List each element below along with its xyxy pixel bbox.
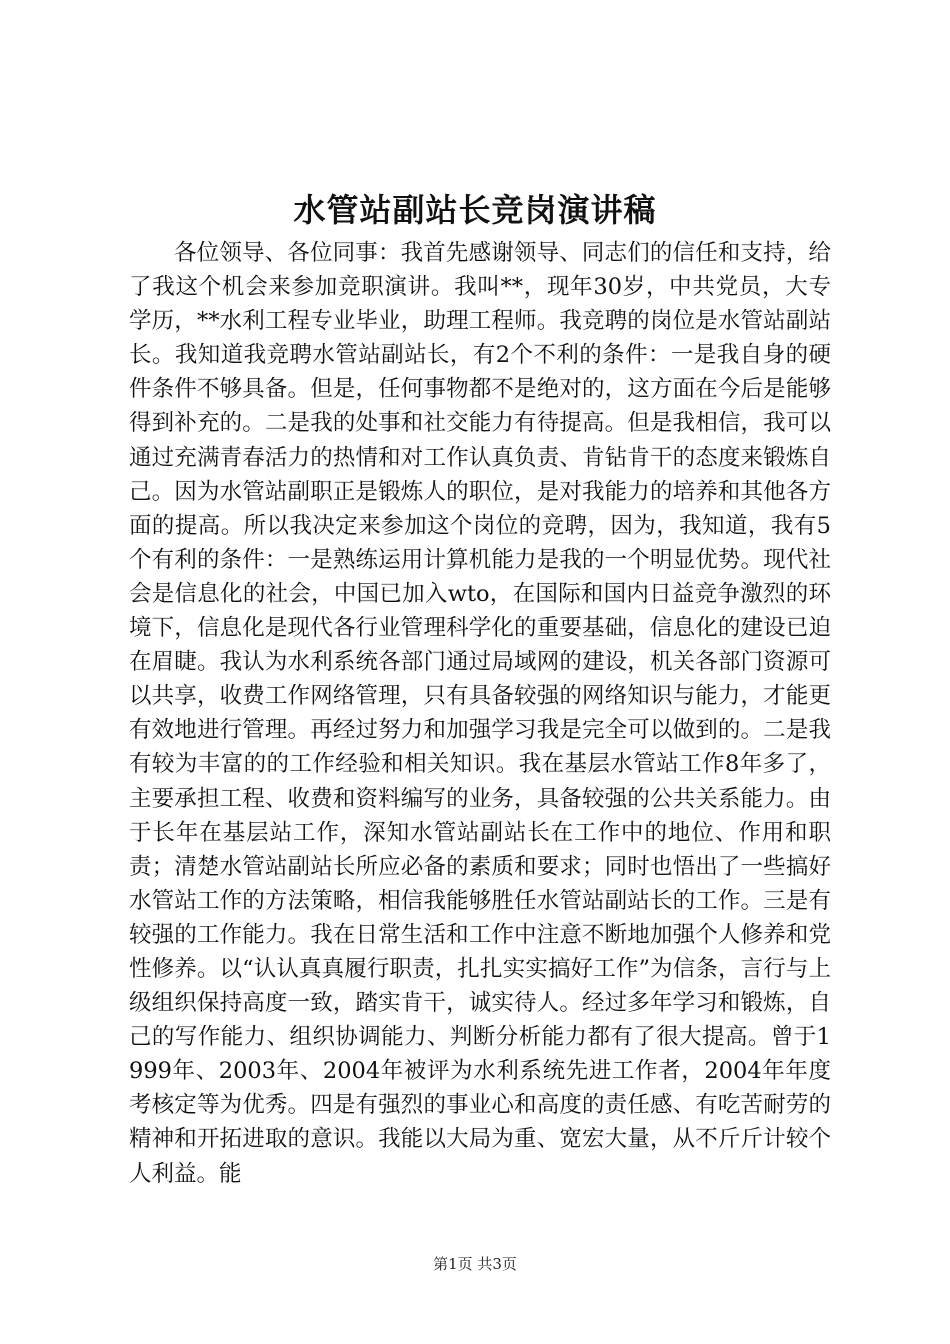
document-title: 水管站副站长竞岗演讲稿 [293,191,657,229]
page-number-footer: 第1页 共3页 [433,1255,517,1273]
document-body-paragraph: 各位领导、各位同事：我首先感谢领导、同志们的信任和支持，给了我这个机会来参加竞职演讲。我叫**，现年30岁，中共党员，大专学历，**水利工程专业毕业，助理工程师。我竞聘的岗位是水管站副站长。我知道我竞聘水管站副站长，有2个不利的条件：一是我自身的硬件条件不够具备。但是，任何事物都不是绝对的，这方面在今后是能够得到补充的。二是我的处事和社交能力有待提高。但是我相信，我可以通过充满青春活力的热情和对工作认真负责、肯钻肯干的态度来锻炼自己。因为水管站副职正是锻炼人的职位，是对我能力的培养和其他各方面的提高。所以我决定来参加这个岗位的竞聘，因为，我知道，我有5个有利的条件：一是熟练运用计算机能力是我的一个明显优势。现代社会是信息化的社会，中国已加入wto，在国际和国内日益竞争激烈的环境下，信息化是现代各行业管理科学化的重要基础，信息化的建设已迫在眉睫。我认为水利系统各部门通过局域网的建设，机关各部门资源可以共享，收费工作网络管理，只有具备较强的网络知识与能力，才能更有效地进行管理。再经过努力和加强学习我是完全可以做到的。二是我有较为丰富的的工作经验和相关知识。我在基层水管站工作8年多了，主要承担工程、收费和资料编写的业务，具备较强的公共关系能力。由于长年在基层站工作，深知水管站副站长在工作中的地位、作用和职责；清楚水管站副站长所应必备的素质和要求；同时也悟出了一些搞好水管站工作的方法策略，相信我能够胜任水管站副站长的工作。三是有较强的工作能力。我在日常生活和工作中注意不断地加强个人修养和党性修养。以“认认真真履行职责，扎扎实实搞好工作”为信条，言行与上级组织保持高度一致，踏实肯干，诚实待人。经过多年学习和锻炼，自己的写作能力、组织协调能力、判断分析能力都有了很大提高。曾于1999年、2003年、2004年被评为水利系统先进工作者，2004年年度考核定等为优秀。四是有强烈的事业心和高度的责任感、有吃苦耐劳的精神和开拓进取的意识。我能以大局为重、宽宏大量，从不斤斤计较个人利益。能 [129,240,831,1187]
